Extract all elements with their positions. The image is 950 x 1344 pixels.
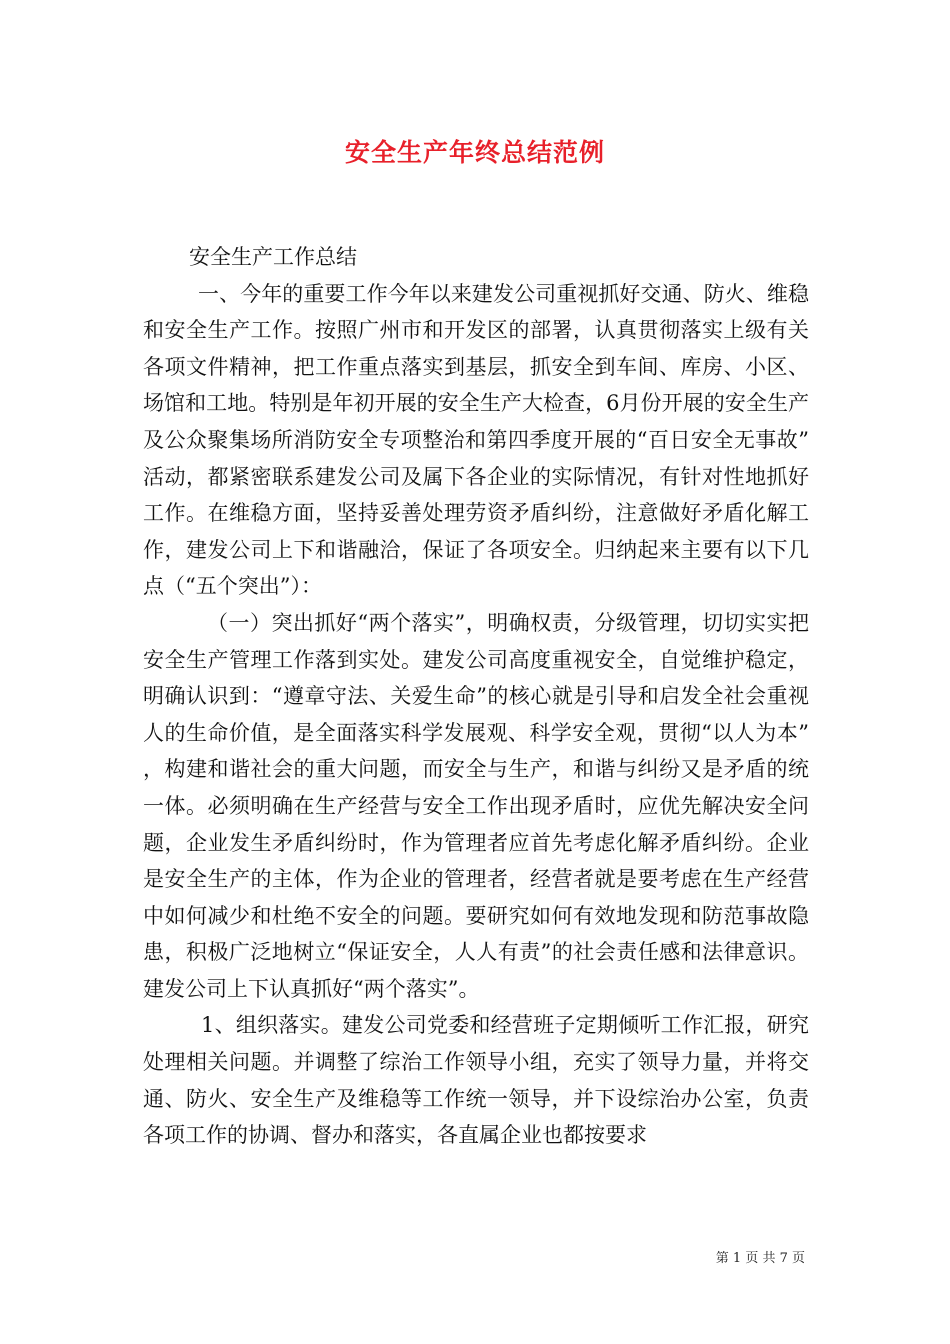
paragraph: 1、组织落实。建发公司党委和经营班子定期倾听工作汇报，研究处理相关问题。并调整了综治工作领导小组，充实了领导力量，并将交通、防火、安全生产及维稳等工作统一领导，并下设综治办公室，负责各项工作的协调、督办和落实，各直属企业也都按要求 bbox=[143, 1013, 809, 1148]
paragraph: （一）突出抓好“两个落实”，明确权责，分级管理，切切实实把安全生产管理工作落到实处。建发公司高度重视安全，自觉维护稳定，明确认识到：“遵章守法、关爱生命”的核心就是引导和启发全社会重视人的生命价值，是全面落实科学发展观、科学安全观，贯彻“以人为本”，构建和谐社会的重大问题，而安全与生产，和谐与纠纷又是矛盾的统一体。必须明确在生产经营与安全工作出现矛盾时，应优先解决安全问题，企业发生矛盾纠纷时，作为管理者应首先考虑化解矛盾纠纷。企业是安全生产的主体，作为企业的管理者，经营者就是要考虑在生产经营中如何减少和杜绝不安全的问题。要研究如何有效地发现和防范事故隐患，积极广泛地树立“保证安全，人人有责”的社会责任感和法律意识。建发公司上下认真抓好“两个落实”。 bbox=[143, 610, 809, 1001]
section-heading: 安全生产工作总结 bbox=[189, 245, 357, 269]
page-number: 第 1 页 共 7 页 bbox=[715, 1251, 805, 1266]
document-body bbox=[143, 239, 809, 1154]
document-title: 安全生产年终总结范例 bbox=[344, 138, 605, 167]
paragraph: 一、今年的重要工作今年以来建发公司重视抓好交通、防火、维稳和安全生产工作。按照广州市和开发区的部署，认真贯彻落实上级有关各项文件精神，把工作重点落实到基层，抓安全到车间、库房、小区、场馆和工地。特别是年初开展的安全生产大检查，6月份开展的安全生产及公众聚集场所消防安全专项整治和第四季度开展的“百日安全无事故”活动，都紧密联系建发公司及属下各企业的实际情况，有针对性地抓好工作。在维稳方面，坚持妥善处理劳资矛盾纠纷，注意做好矛盾化解工作，建发公司上下和谐融洽，保证了各项安全。归纳起来主要有以下几点（“五个突出”）： bbox=[143, 281, 809, 599]
